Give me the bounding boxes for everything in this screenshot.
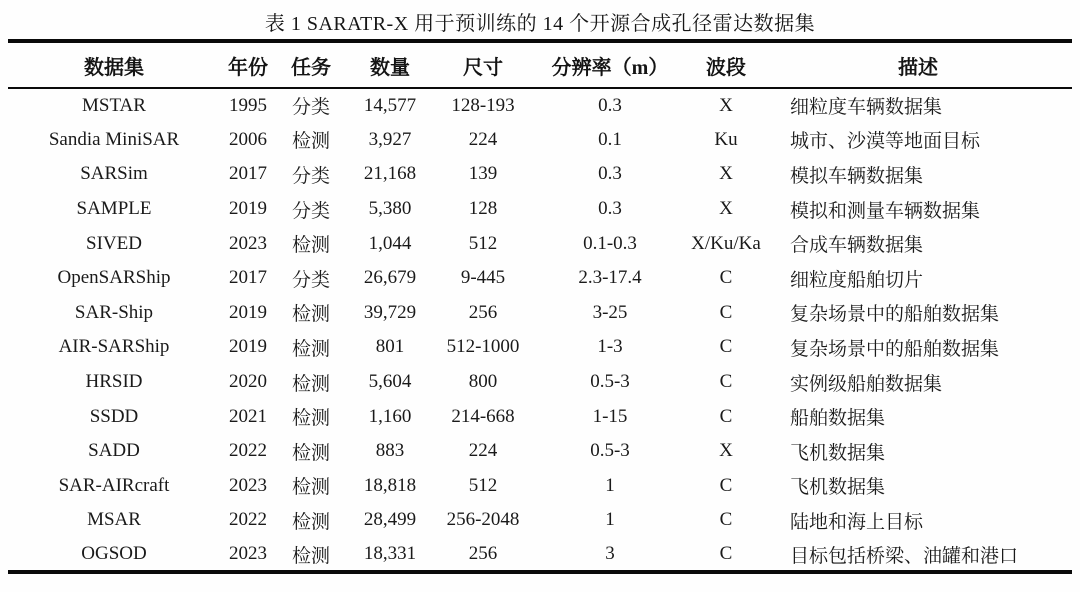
cell-quantity: 39,729 [363, 301, 417, 323]
table-row [8, 157, 1072, 192]
cell-band: X [719, 163, 733, 185]
cell-size: 9-445 [460, 267, 506, 289]
cell-year: 2022 [229, 440, 267, 462]
cell-resolution: 0.5-3 [590, 440, 630, 462]
cell-description: 城市、沙漠等地面目标 [790, 131, 981, 153]
cell-dataset: AIR-SARShip [58, 336, 170, 358]
cell-band: C [719, 509, 733, 531]
cell-dataset: MSTAR [82, 94, 146, 116]
cell-resolution: 0.5-3 [590, 371, 630, 393]
cell-dataset: SADD [88, 440, 140, 462]
col-header-band: 波段 [706, 56, 746, 79]
cell-resolution: 1-3 [597, 336, 623, 358]
cell-quantity: 3,927 [368, 128, 412, 150]
table-row [8, 538, 1072, 573]
cell-resolution: 0.3 [598, 198, 622, 220]
cell-description: 模拟车辆数据集 [790, 165, 924, 187]
cell-size: 800 [468, 371, 498, 393]
cell-size: 128-193 [451, 94, 515, 116]
cell-size: 256 [468, 301, 498, 323]
table-row [8, 469, 1072, 504]
cell-resolution: 1 [605, 474, 615, 496]
cell-year: 2017 [229, 163, 267, 185]
cell-band: C [719, 301, 733, 323]
cell-quantity: 5,604 [368, 371, 412, 393]
cell-description: 细粒度车辆数据集 [790, 97, 943, 119]
cell-band: X [719, 198, 733, 220]
cell-size: 512 [468, 474, 498, 496]
cell-dataset: SAR-Ship [74, 301, 154, 323]
cell-quantity: 18,331 [363, 543, 417, 565]
col-header-quantity: 数量 [370, 56, 410, 79]
cell-year: 2006 [229, 128, 267, 150]
cell-band: C [719, 405, 733, 427]
cell-description: 飞机数据集 [790, 442, 886, 464]
cell-resolution: 0.1-0.3 [583, 232, 637, 254]
cell-band: C [719, 371, 733, 393]
table-row [8, 123, 1072, 158]
cell-year: 2020 [229, 371, 267, 393]
cell-size: 139 [468, 163, 498, 185]
cell-task: 检测 [291, 511, 330, 533]
cell-year: 2023 [229, 232, 267, 254]
datasets-table [8, 39, 1072, 574]
cell-quantity: 18,818 [363, 474, 417, 496]
cell-dataset: Sandia MiniSAR [48, 128, 180, 150]
col-header-resolution: 分辨率（m） [551, 56, 669, 79]
cell-dataset: SAMPLE [76, 198, 152, 220]
cell-dataset: SAR-AIRcraft [58, 474, 170, 496]
cell-year: 2019 [229, 301, 267, 323]
cell-description: 合成车辆数据集 [790, 235, 924, 257]
cell-quantity: 1,044 [368, 232, 412, 254]
col-header-dataset: 数据集 [84, 56, 144, 79]
cell-resolution: 1-15 [592, 405, 628, 427]
table-row [8, 296, 1072, 331]
cell-dataset: OpenSARShip [57, 267, 171, 289]
cell-band: C [719, 267, 733, 289]
cell-description: 实例级船舶数据集 [790, 373, 943, 395]
cell-description: 复杂场景中的船舶数据集 [790, 338, 1000, 360]
cell-task: 分类 [291, 200, 330, 222]
cell-quantity: 801 [375, 336, 405, 358]
header-row [8, 41, 1072, 88]
cell-resolution: 2.3-17.4 [578, 267, 642, 289]
cell-year: 2023 [229, 543, 267, 565]
cell-year: 2019 [229, 198, 267, 220]
cell-dataset: OGSOD [81, 543, 147, 565]
cell-year: 2017 [229, 267, 267, 289]
cell-task: 检测 [291, 545, 330, 567]
cell-size: 128 [468, 198, 498, 220]
cell-year: 2021 [229, 405, 267, 427]
cell-description: 目标包括桥梁、油罐和港口 [790, 545, 1019, 567]
cell-year: 1995 [229, 94, 267, 116]
cell-task: 检测 [291, 304, 330, 326]
table-row [8, 192, 1072, 227]
cell-band: X/Ku/Ka [691, 232, 761, 254]
cell-band: C [719, 543, 733, 565]
cell-task: 分类 [291, 165, 330, 187]
cell-description: 飞机数据集 [790, 477, 886, 499]
cell-quantity: 28,499 [363, 509, 417, 531]
cell-band: Ku [714, 128, 738, 150]
table-row [8, 261, 1072, 296]
cell-dataset: SSDD [89, 405, 139, 427]
cell-quantity: 21,168 [363, 163, 417, 185]
cell-quantity: 1,160 [368, 405, 412, 427]
cell-size: 256-2048 [446, 509, 520, 531]
col-header-year: 年份 [228, 56, 268, 79]
cell-dataset: HRSID [85, 371, 143, 393]
cell-size: 512-1000 [446, 336, 520, 358]
cell-dataset: MSAR [87, 509, 141, 531]
cell-task: 检测 [291, 131, 330, 153]
cell-description: 复杂场景中的船舶数据集 [790, 304, 1000, 326]
cell-task: 检测 [291, 477, 330, 499]
cell-description: 船舶数据集 [790, 408, 886, 430]
table-row [8, 330, 1072, 365]
cell-size: 224 [468, 128, 498, 150]
cell-task: 检测 [291, 373, 330, 395]
cell-dataset: SIVED [86, 232, 142, 254]
cell-year: 2022 [229, 509, 267, 531]
table-row [8, 503, 1072, 538]
cell-description: 细粒度船舶切片 [790, 269, 924, 291]
cell-resolution: 1 [605, 509, 615, 531]
cell-resolution: 3-25 [592, 301, 628, 323]
cell-task: 分类 [291, 97, 330, 119]
table-row [8, 399, 1072, 434]
cell-task: 检测 [291, 408, 330, 430]
cell-year: 2023 [229, 474, 267, 496]
cell-size: 256 [468, 543, 498, 565]
cell-band: X [719, 94, 733, 116]
cell-resolution: 0.3 [598, 94, 622, 116]
cell-task: 检测 [291, 235, 330, 257]
table-row [8, 226, 1072, 261]
table-row [8, 88, 1072, 123]
cell-band: C [719, 474, 733, 496]
cell-quantity: 5,380 [368, 198, 412, 220]
cell-task: 检测 [291, 338, 330, 360]
cell-task: 分类 [291, 269, 330, 291]
cell-quantity: 26,679 [363, 267, 417, 289]
cell-quantity: 14,577 [363, 94, 417, 116]
cell-resolution: 0.3 [598, 163, 622, 185]
cell-task: 检测 [291, 442, 330, 464]
cell-size: 512 [468, 232, 498, 254]
table-row [8, 434, 1072, 469]
col-header-size: 尺寸 [463, 56, 503, 79]
table-row [8, 365, 1072, 400]
cell-dataset: SARSim [80, 163, 148, 185]
col-header-task: 任务 [291, 56, 331, 79]
cell-quantity: 883 [375, 440, 405, 462]
cell-description: 陆地和海上目标 [790, 511, 924, 533]
col-header-description: 描述 [898, 56, 938, 79]
cell-year: 2019 [229, 336, 267, 358]
cell-band: X [719, 440, 733, 462]
cell-size: 214-668 [451, 405, 515, 427]
cell-description: 模拟和测量车辆数据集 [790, 200, 981, 222]
cell-resolution: 3 [605, 543, 615, 565]
cell-size: 224 [468, 440, 498, 462]
cell-band: C [719, 336, 733, 358]
cell-resolution: 0.1 [598, 128, 622, 150]
table-caption: 表 1 SARATR-X 用于预训练的 14 个开源合成孔径雷达数据集 [264, 13, 816, 35]
